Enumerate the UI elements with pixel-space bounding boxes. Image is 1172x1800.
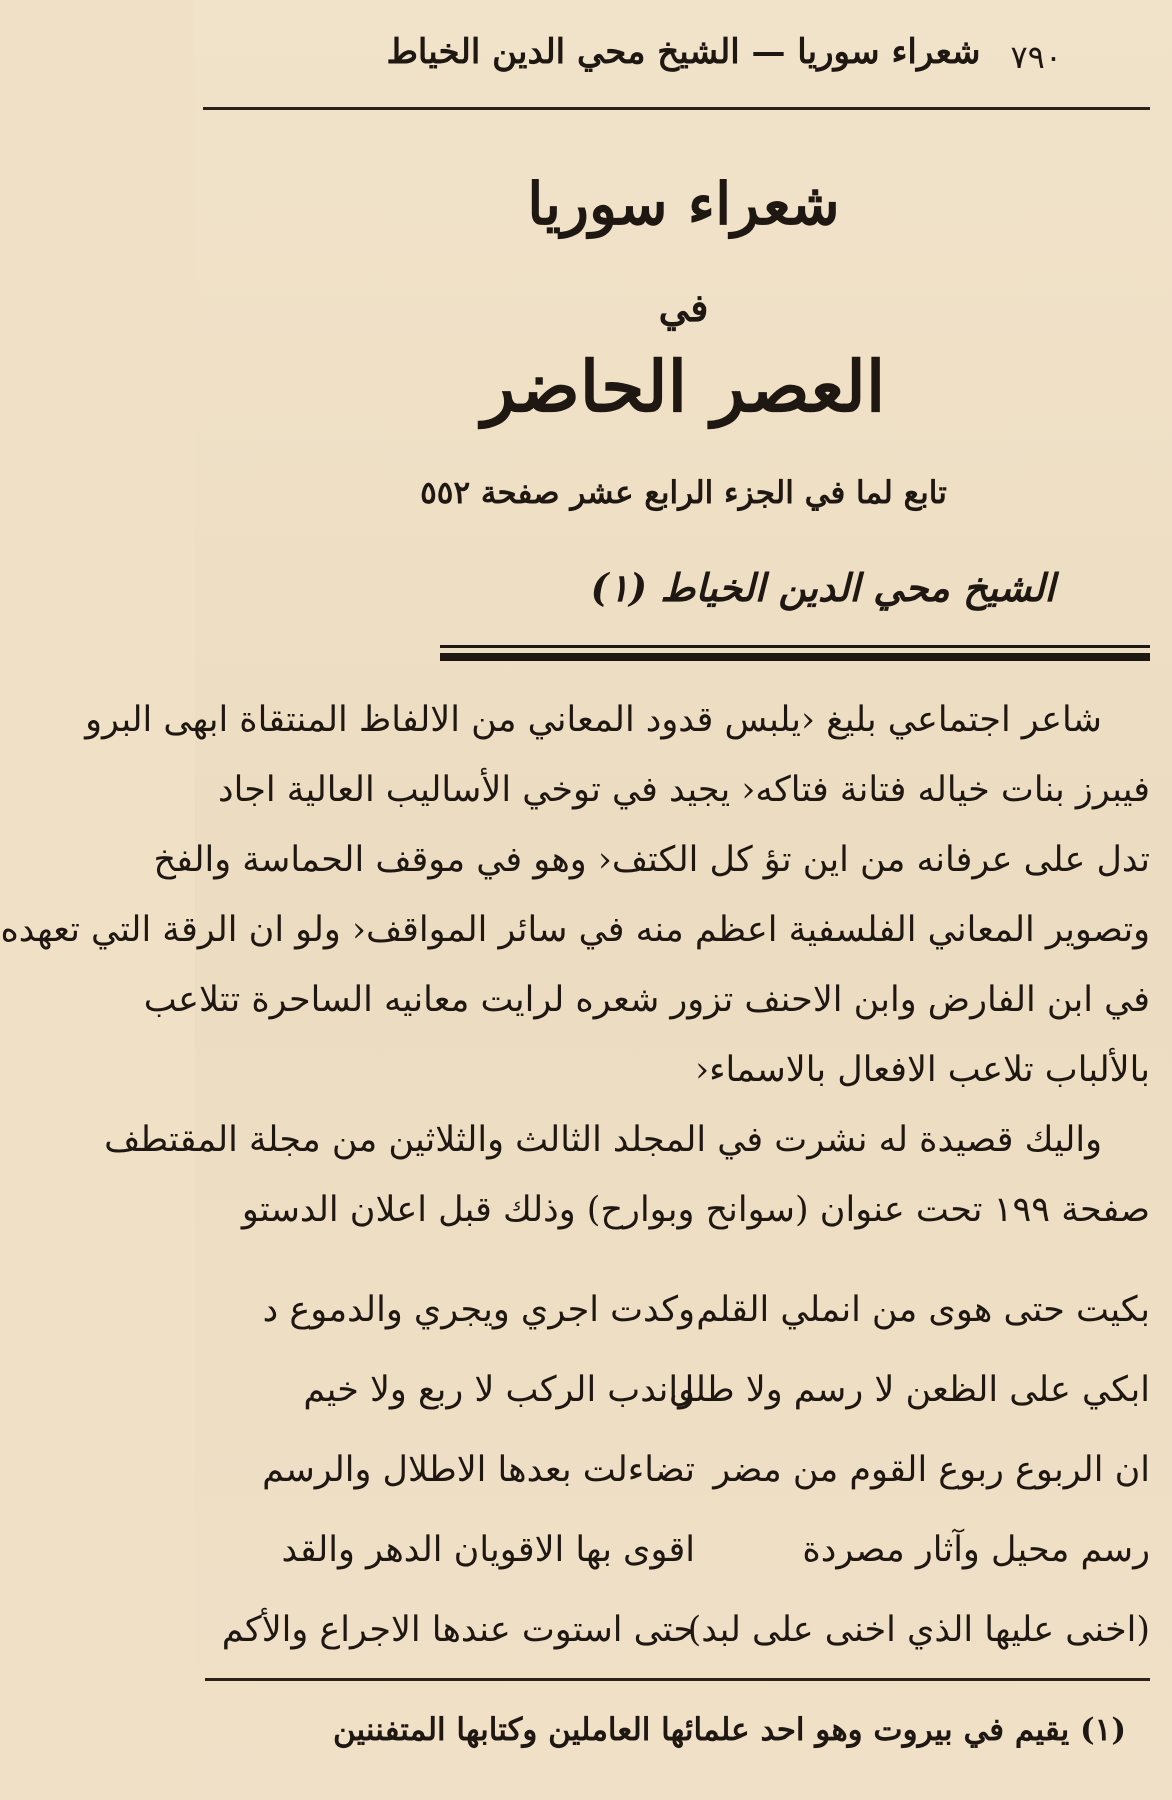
poem-hemistich-first: ان الربوع ربوع القوم من مضر	[713, 1450, 1150, 1490]
footnote: (١) يقيم في بيروت وهو احد علمائها العاملين وكتابها المتفننين	[332, 1712, 1126, 1748]
poem-hemistich-second: واندب الركب لا ربع ولا خيم	[303, 1370, 695, 1410]
poem-hemistich-second: حتى استوت عندها الاجراع والأكم	[221, 1610, 695, 1650]
main-title-line-3: العصر الحاضر	[481, 345, 886, 428]
header-rule	[203, 107, 1150, 110]
poem-verse	[205, 1270, 1150, 1350]
poem	[205, 1270, 1150, 1670]
poem-hemistich-second: اقوى بها الاقويان الدهر والقد	[281, 1530, 695, 1570]
poem-verse	[205, 1590, 1150, 1670]
paragraph-line-1: شاعر اجتماعي بليغ ‹يلبس قدود المعاني من الالفاظ المنتقاة ابهى البرو	[85, 700, 1102, 740]
paragraph-line-7: واليك قصيدة له نشرت في المجلد الثالث والثلاثين من مجلة المقتطف	[104, 1120, 1102, 1160]
heading-rule-thin	[440, 645, 1150, 648]
running-header	[195, 30, 1172, 82]
poem-hemistich-second: تضاءلت بعدها الاطلال والرسم	[262, 1450, 695, 1490]
running-title: شعراء سوريا — الشيخ محي الدين الخياط	[386, 32, 981, 72]
paragraph-line-6: بالألباب تلاعب الافعال بالاسماء‹	[695, 1050, 1150, 1090]
section-heading: الشيخ محي الدين الخياط (١)	[590, 565, 1055, 610]
paragraph-line-4: وتصوير المعاني الفلسفية اعظم منه في سائر المواقف‹ ولو ان الرقة التي تعهده	[0, 910, 1150, 950]
poem-hemistich-first: ابكي على الظعن لا رسم ولا طلل	[668, 1370, 1150, 1410]
poem-verse	[205, 1350, 1150, 1430]
paragraph-line-8: صفحة ١٩٩ تحت عنوان (سوانح وبوارح) وذلك قبل اعلان الدستو	[241, 1190, 1150, 1230]
poem-hemistich-first: رسم محيل وآثار مصردة	[802, 1530, 1150, 1570]
paragraph-line-2: فيبرز بنات خياله فتانة فتاكه‹ يجيد في توخي الأساليب العالية اجاد	[218, 770, 1150, 810]
main-title-line-1: شعراء سوريا	[527, 170, 840, 238]
heading-rule-thick	[440, 653, 1150, 661]
paragraph-line-3: تدل على عرفانه من اين تؤ كل الكتف‹ وهو في موقف الحماسة والفخ	[153, 840, 1150, 880]
poem-hemistich-second: وكدت اجري ويجري والدموع د	[262, 1290, 695, 1330]
poem-hemistich-first: (اخنى عليها الذي اخنى على لبد)	[687, 1610, 1150, 1650]
page-number: ٧٩٠	[1010, 38, 1062, 76]
paragraph-line-5: في ابن الفارض وابن الاحنف تزور شعره لرايت معانيه الساحرة تتلاعب	[143, 980, 1150, 1020]
poem-verse	[205, 1510, 1150, 1590]
continuation-note: تابع لما في الجزء الرابع عشر صفحة ٥٥٢	[420, 475, 947, 511]
main-title-line-2: في	[658, 285, 709, 330]
footnote-rule	[205, 1678, 1150, 1681]
poem-hemistich-first: بكيت حتى هوى من انملي القلم	[696, 1290, 1150, 1330]
poem-verse	[205, 1430, 1150, 1510]
